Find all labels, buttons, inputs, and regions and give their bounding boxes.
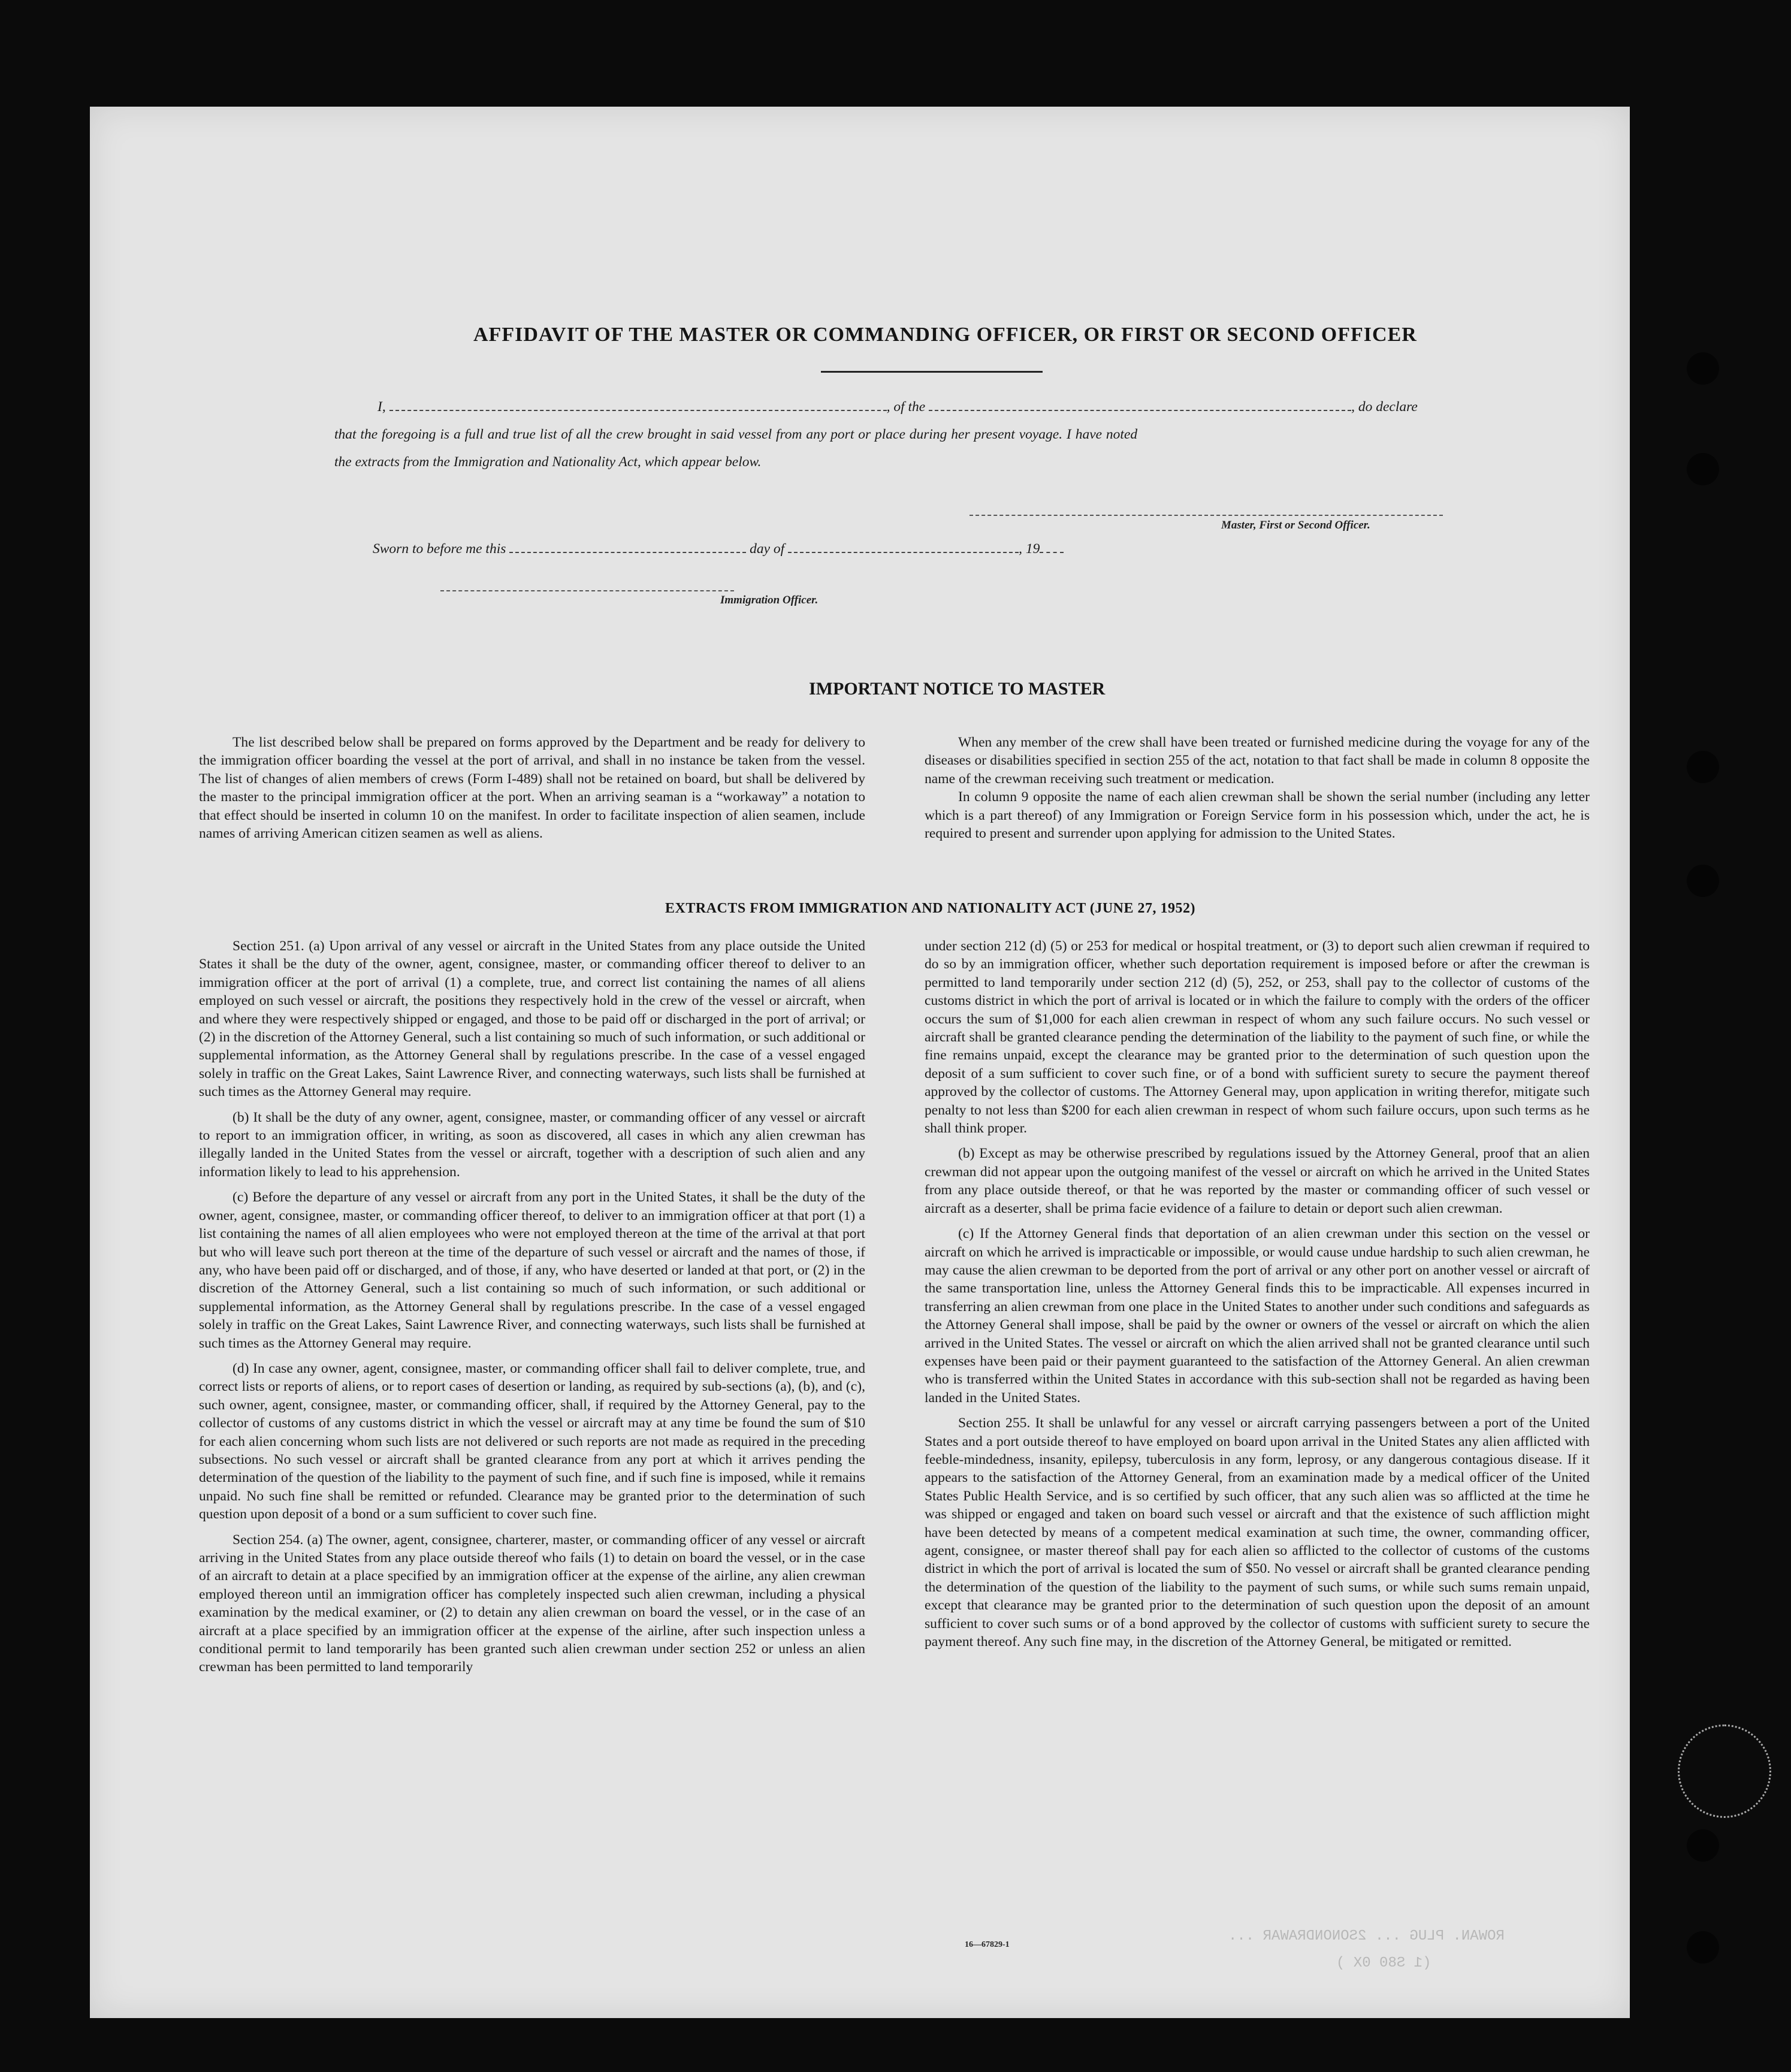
notice-paragraph: The list described below shall be prepared on forms approved by the Department and be ready for delivery to the immigration officer boarding the vessel at the port of arrival, and shall in no instance be taken from the vessel. The list of changes of alien members of crews (Form I-489) shall not be retained on board, but shall be delivered by the master to the principal immigration officer at the port. When an arriving seaman is a “workaway” a notation to that effect should be inserted in column 10 on the manifest. In order to facilitate inspection of alien seamen, include names of arriving American citizen seamen as well as aliens. (199, 735, 865, 842)
section-paragraph: Section 251. (a) Upon arrival of any vessel or aircraft in the United States from any place outside the United States it shall be the duty of the owner, agent, consignee, master, or commanding officer thereof to deliver to an immigration officer at the port of arrival (1) a complete, true, and correct list containing the names of all aliens employed on such vessel or aircraft, the positions they respectively hold in the crew of the vessel or aircraft, when and where they were respectively shipped or engaged, and those to be paid off or discharged in the port of arrival; or (2) in the discretion of the Attorney General, such a list containing so much of such information, or such additional or supplemental information, as the Attorney General shall by regulations prescribe. In the case of a vessel engaged solely in traffic on the Great Lakes, Saint Lawrence River, and connecting waterways, such lists shall be furnished at such times as the Attorney General may require. (199, 938, 865, 1100)
section-paragraph: (c) Before the departure of any vessel or aircraft from any port in the United States, it shall be the duty of the owner, agent, consignee, master, or commanding officer thereof, to deliver to an immigration officer at that port (1) a list containing the names of all alien employees who were not employed thereon at the time of the arrival at that port but who will leave such port thereon at the time of the departure of such vessel or aircraft and the names of those, if any, who have been paid off or discharged, and of those, if any, who have deserted or landed at that port, or (2) in the discretion of the Attorney General, such a list containing so much of such information, or such additional or supplemental information, as the Attorney General shall by regulations prescribe. In the case of a vessel engaged solely in traffic on the Great Lakes, Saint Lawrence River, and connecting waterways, such lists shall be furnished at such times as the Attorney General may require. (199, 1189, 865, 1351)
notice-title: IMPORTANT NOTICE TO MASTER (809, 679, 1106, 699)
extracts-left-column (199, 937, 865, 1684)
sworn-month-blank[interactable] (788, 551, 1019, 553)
section-paragraph: (d) In case any owner, agent, consignee, master, or commanding officer shall fail to deliver complete, true, and correct lists or reports of aliens, or to report cases of desertion or landing, as required by sub-sections (a), (b), and (c), such owner, agent, consignee, master, or commanding officer, shall, if required by the Attorney General, pay to the collector of customs of any customs district in which the vessel or aircraft may at any time be found the sum of $10 for each alien concerning whom such lists are not delivered or such reports are not made as required in the preceding subsections. No such vessel or aircraft shall be granted clearance from any port at which it arrives pending the determination of the question of the liability to the payment of such fine, and if such fine is imposed, while it remains unpaid. No such fine shall be remitted or refunded. Clearance may be granted prior to the determination of such question upon deposit of a bond or a sum sufficient to cover such fine. (199, 1360, 865, 1523)
section-paragraph: Section 254. (a) The owner, agent, consignee, charterer, master, or commanding officer of any vessel or aircraft arriving in the United States from any place outside thereof who fails (1) to detain on board the vessel, or in the case of an aircraft to detain at a place specified by an immigration officer at the expense of the airline, any alien crewman employed thereon until an immigration officer has completely inspected such alien crewman, including a physical examination by the medical examiner, or (2) to detain any alien crewman on board the vessel, or in the case of an aircraft at a place specified by an immigration officer at the expense of the airline, after such inspection unless a conditional permit to land temporarily has been granted such alien crewman under section 252 or unless an alien crewman has been permitted to land temporarily (199, 1532, 865, 1675)
notice-paragraph: When any member of the crew shall have been treated or furnished medicine during the voyage for any of the diseases or disabilities specified in section 255 of the act, notation to that fact shall be made in column 8 opposite the name of the crewman receiving such treatment or medication. (925, 735, 1590, 787)
year-label: , 19 (1019, 541, 1040, 557)
day-of-label: day of (750, 541, 785, 557)
bleed-through-text: (1 S80 0X ) (1336, 1955, 1431, 1971)
extracts-title: EXTRACTS FROM IMMIGRATION AND NATIONALITY ACT (JUNE 27, 1952) (665, 901, 1195, 916)
do-declare-label: , do declare (1351, 399, 1418, 415)
declaration-line-3: the extracts from the Immigration and Nationality Act, which appear below. (334, 454, 762, 470)
master-signature-line[interactable] (970, 515, 1443, 516)
punch-hole (1687, 1829, 1719, 1862)
faint-stamp (1678, 1724, 1771, 1818)
notice-right-column (925, 733, 1590, 850)
punch-hole (1687, 453, 1719, 485)
section-paragraph: Section 255. It shall be unlawful for any vessel or aircraft carrying passengers between a port of the United States and a port outside thereof to have employed on board upon arrival in the United States any alien afflicted with feeble-mindedness, insanity, epilepsy, tuberculosis in any form, leprosy, or any dangerous contagious disease. If it appears to the satisfaction of the Attorney General, from an examination made by a medical officer of the United States Public Health Service, and is so certified by such officer, that any such alien was so afflicted at the time he was shipped or engaged and taken on board such vessel or aircraft and that the existence of such affliction might have been detected by means of a competent medical examination at such time, the owner, commanding officer, agent, consignee, or master thereof shall pay for each alien so afflicted to the collector of customs of the customs district in which the port of arrival is located the sum of $50. No vessel or aircraft shall be granted clearance pending the determination of the question of the liability to the payment of such sums, or while such sums remain unpaid, except that clearance may be granted prior to the determination of such question upon the deposit of an amount sufficient to cover such sums or of a bond approved by the collector of customs with sufficient surety to secure the payment thereof. Any such fine may, in the discretion of the Attorney General, be mitigated or remitted. (925, 1415, 1590, 1650)
declaration-line-2: that the foregoing is a full and true list of all the crew brought in said vessel from any port or place during her present voyage. I have noted (334, 427, 1138, 442)
officer-caption: Immigration Officer. (720, 594, 819, 606)
of-the-label: , of the (886, 399, 926, 415)
bleed-through-text: ROWAN. PLUG ... 2SONONDRAWAR ... (1228, 1928, 1505, 1944)
affidavit-title: AFFIDAVIT OF THE MASTER OR COMMANDING OFFICER, OR FIRST OR SECOND OFFICER (473, 324, 1417, 346)
form-number: 16—67829-1 (965, 1940, 1010, 1949)
section-paragraph: (c) If the Attorney General finds that deportation of an alien crewman under this section on the vessel or aircraft on which he arrived is impracticable or impossible, or would cause undue hardship to such alien crewman, he may cause the alien crewman to be deported from the port of arrival or any other port on another vessel or aircraft of the same transportation line, unless the Attorney General finds this to be impracticable. All expenses incurred in transferring an alien crewman from one place in the United States to another under such conditions and safeguards as the Attorney General shall impose, shall be paid by the owner or owners of the vessel or aircraft on which the alien arrived in the United States. The vessel or aircraft on which the alien arrived shall not be granted clearance until such expenses have been paid or their payment guaranteed to the satisfaction of the Attorney General. An alien crewman who is transferred within the United States in accordance with this sub-section shall not be regarded as having been landed in the United States. (925, 1226, 1590, 1406)
notice-paragraph: In column 9 opposite the name of each alien crewman shall be shown the serial number (including any letter which is a part thereof) of any Immigration or Foreign Service form in his possession which, under the act, he is required to present and surrender upon applying for admission to the United States. (925, 789, 1590, 842)
punch-hole (1687, 352, 1719, 385)
section-paragraph: under section 212 (d) (5) or 253 for medical or hospital treatment, or (3) to deport such alien crewman if required to do so by an immigration officer, whether such deportation requirement is imposed before or after the crewman is permitted to land temporarily under section 212 (d) (5), 252, or 253, shall pay to the collector of customs of the customs district in which the port of arrival is located or in which the failure to comply with the orders of the officer occurs the sum of $1,000 for each alien crewman in respect of whom any such failure occurs. No such vessel or aircraft shall be granted clearance pending the determination of the liability to the payment of such fine, or while the fine remains unpaid, except the clearance may be granted prior to the determination of such question upon the deposit of a sum sufficient to cover such fine, or of a bond with sufficient surety to secure the payment thereof approved by the collector of customs. The Attorney General may, upon application in writing therefor, mitigate such penalty to not less than $200 for each alien crewman in respect of whom such failure occurs, upon such terms as he shall think proper. (925, 938, 1590, 1137)
master-caption: Master, First or Second Officer. (1221, 519, 1370, 531)
extracts-right-column (925, 937, 1590, 1658)
punch-hole (1687, 1931, 1719, 1964)
officer-signature-line[interactable] (440, 590, 734, 591)
year-blank[interactable] (1040, 551, 1064, 553)
sworn-line (373, 541, 1064, 557)
title-underline (821, 371, 1043, 373)
sworn-day-blank[interactable] (509, 551, 746, 553)
sworn-label: Sworn to before me this (373, 541, 506, 557)
i-label: I, (377, 399, 386, 415)
notice-left-column (199, 733, 865, 850)
punch-hole (1687, 751, 1719, 783)
document-page (90, 107, 1630, 2018)
section-paragraph: (b) It shall be the duty of any owner, agent, consignee, master, or commanding officer of any vessel or aircraft to report to an immigration officer, in writing, as soon as discovered, all cases in which any alien crewman has illegally landed in the United States from the vessel or aircraft, together with a description of such alien and any information likely to lead to his apprehension. (199, 1109, 865, 1180)
declaration-line-1 (377, 399, 1576, 415)
section-paragraph: (b) Except as may be otherwise prescribed by regulations issued by the Attorney General, proof that an alien crewman did not appear upon the outgoing manifest of the vessel or aircraft on which he arrived in the United States from any place outside thereof, or that he was reported by the master or commanding officer of such vessel or aircraft as a deserter, shall be prima facie evidence of a failure to detain or deport such alien crewman. (925, 1146, 1590, 1216)
vessel-blank[interactable] (929, 409, 1351, 411)
name-blank[interactable] (389, 409, 887, 411)
punch-hole (1687, 865, 1719, 897)
